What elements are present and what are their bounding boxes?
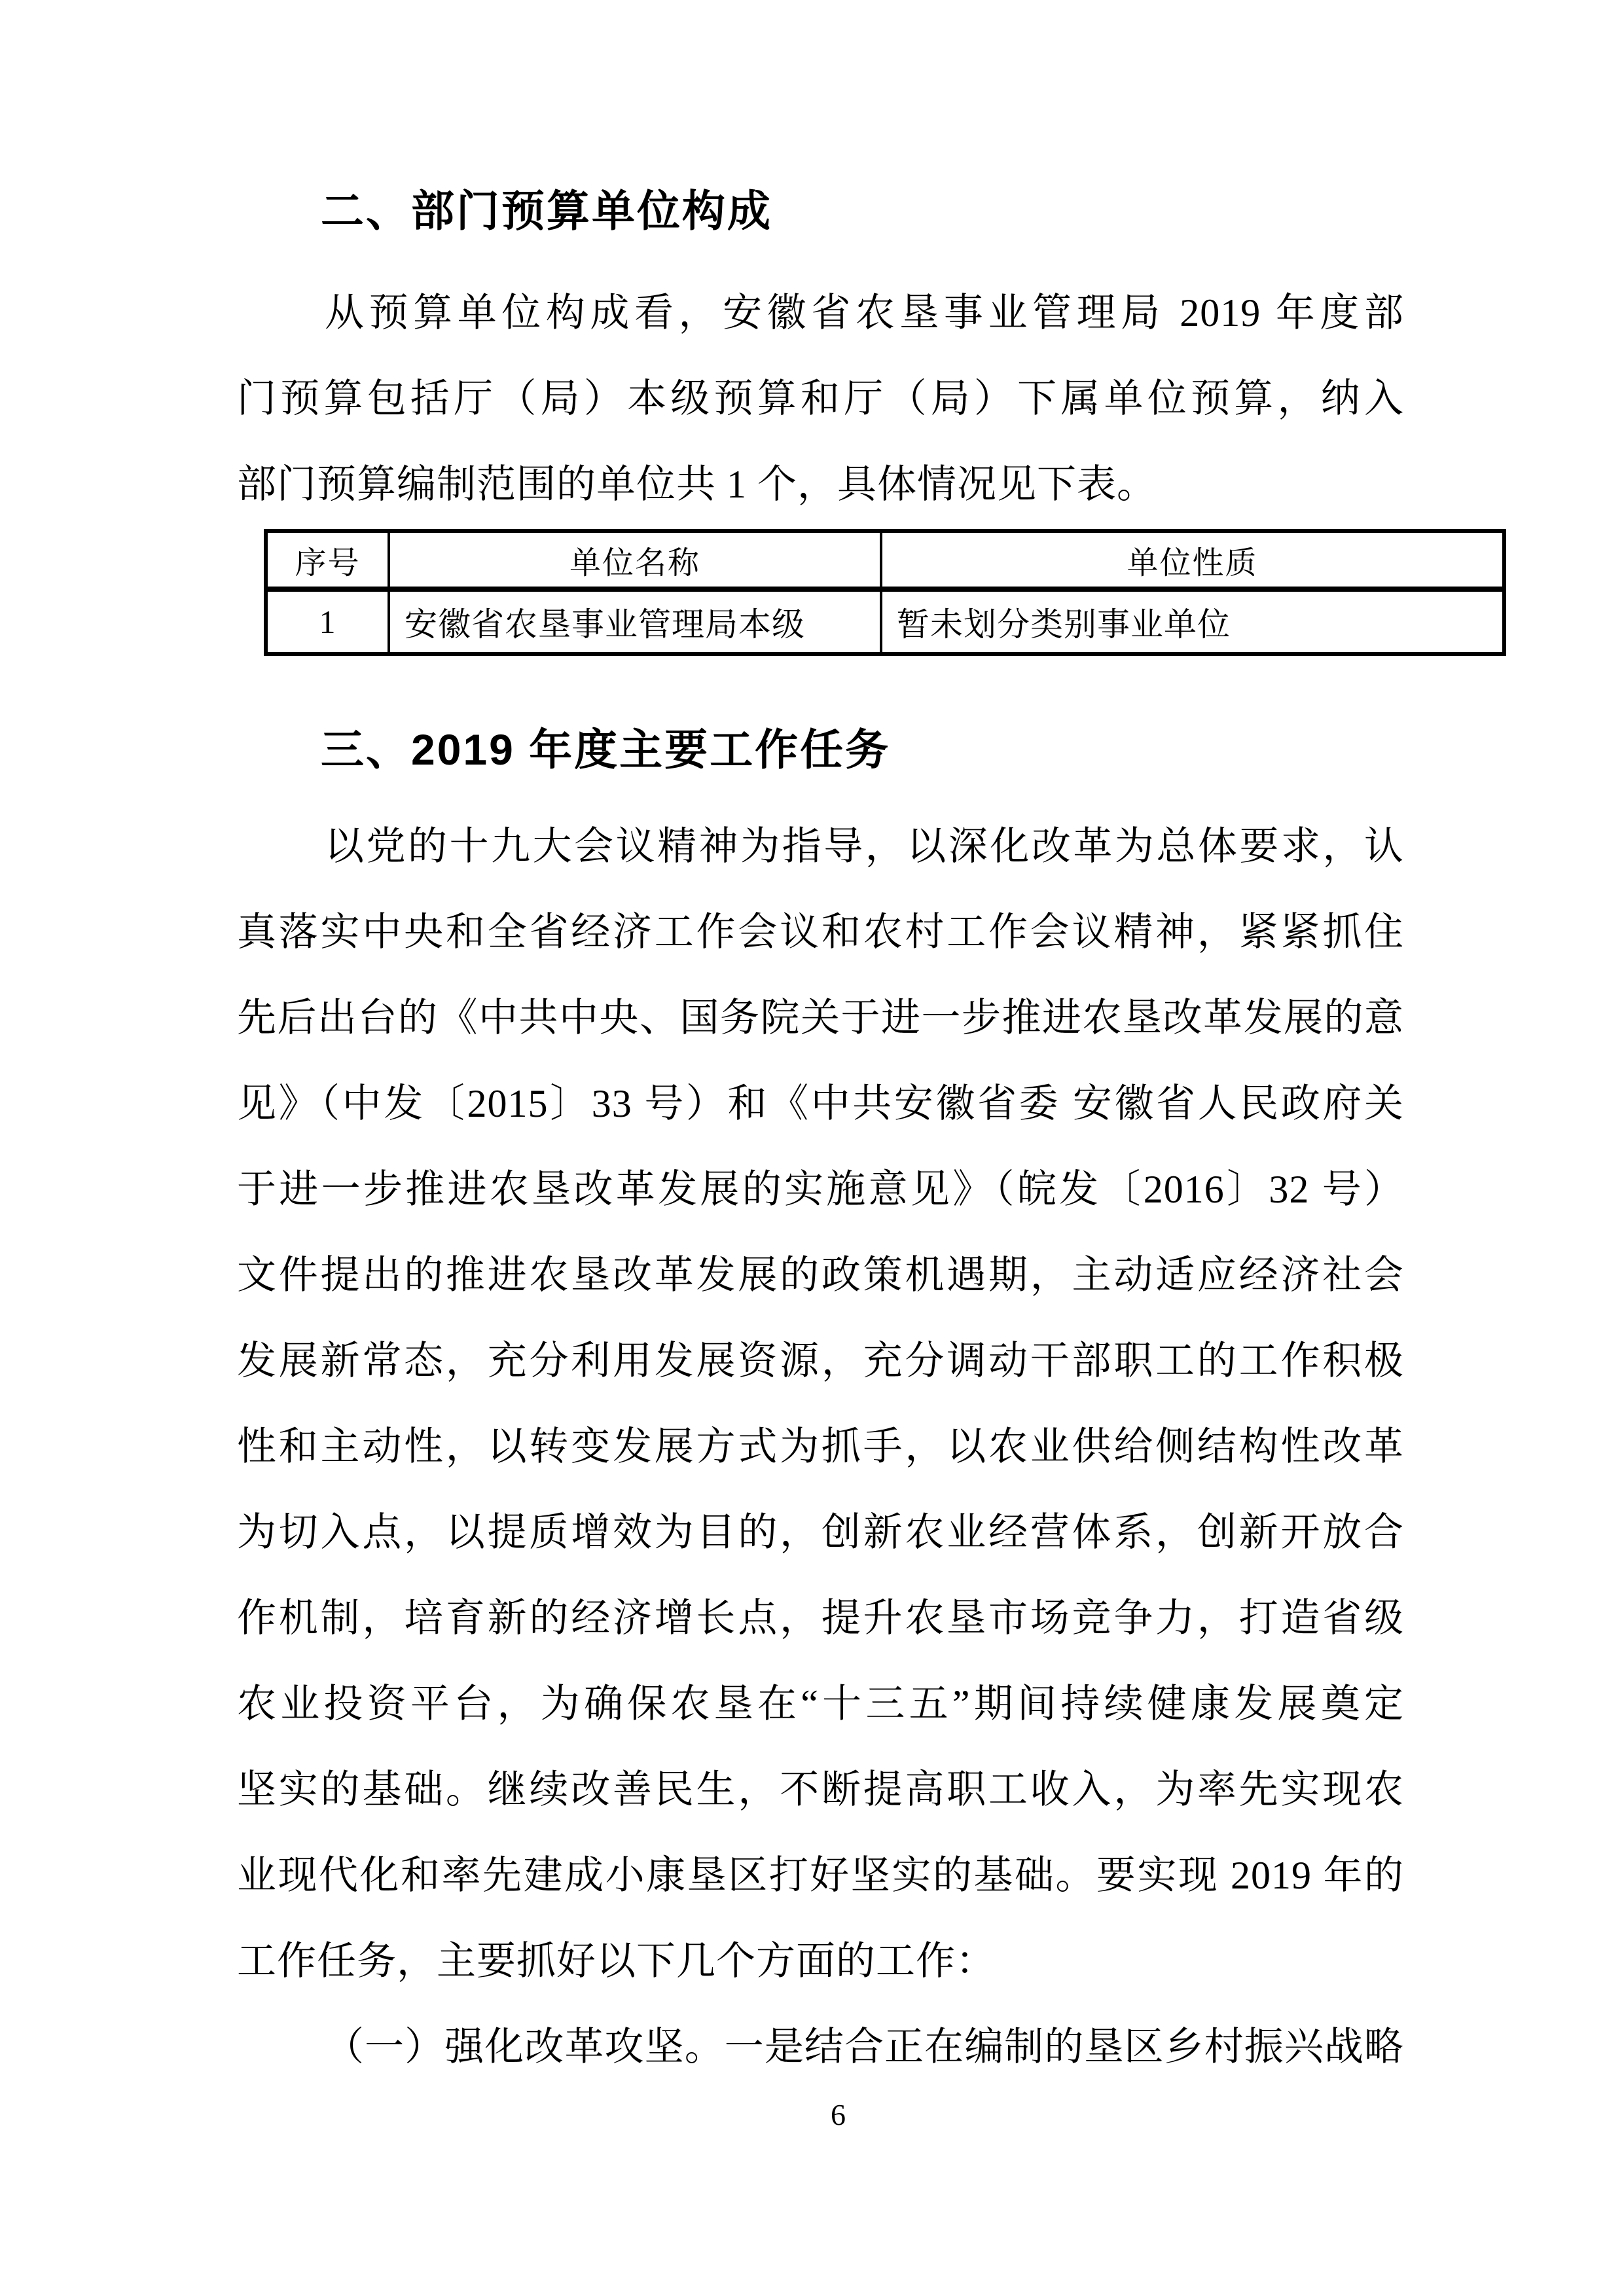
paragraph-line: （一）强化改革攻坚。一是结合正在编制的垦区乡村振兴战略	[325, 2025, 1404, 2069]
table-header-unit-type: 单位性质	[881, 531, 1504, 589]
paragraph-line: 真落实中央和全省经济工作会议和农村工作会议精神，紧紧抓住	[237, 911, 1404, 954]
table-header-unit-name: 单位名称	[389, 531, 881, 589]
section-3-heading: 三、2019 年度主要工作任务	[321, 725, 891, 774]
table-row	[266, 589, 1504, 654]
section-2-heading: 二、部门预算单位构成	[321, 187, 772, 235]
page-number: 6	[831, 2098, 846, 2131]
paragraph-line: 见》（中发〔2015〕33 号）和《中共安徽省委 安徽省人民政府关	[237, 1082, 1404, 1125]
table-cell-unit-name: 安徽省农垦事业管理局本级	[389, 589, 881, 654]
paragraph-line: 为切入点，以提质增效为目的，创新农业经营体系，创新开放合	[237, 1511, 1404, 1554]
paragraph-line: 坚实的基础。继续改善民生，不断提高职工收入，为率先实现农	[237, 1768, 1404, 1811]
paragraph-line: 发展新常态，充分利用发展资源，充分调动干部职工的工作积极	[237, 1339, 1404, 1382]
paragraph-line: 门预算包括厅（局）本级预算和厅（局）下属单位预算，纳入	[237, 377, 1404, 420]
paragraph-line: 先后出台的《中共中央、国务院关于进一步推进农垦改革发展的意	[237, 996, 1404, 1039]
paragraph-line: 于进一步推进农垦改革发展的实施意见》（皖发〔2016〕32 号）	[237, 1168, 1404, 1211]
table-cell-unit-type: 暂未划分类别事业单位	[881, 589, 1504, 654]
table-header-serial: 序号	[266, 531, 389, 589]
paragraph-line: 部门预算编制范围的单位共 1 个，具体情况见下表。	[237, 463, 1157, 506]
paragraph-line: 工作任务，主要抓好以下几个方面的工作：	[237, 1940, 996, 1983]
section-2-paragraph	[237, 270, 1404, 528]
paragraph-line: 农业投资平台，为确保农垦在“十三五”期间持续健康发展奠定	[237, 1682, 1404, 1726]
paragraph-line: 文件提出的推进农垦改革发展的政策机遇期，主动适应经济社会	[237, 1254, 1404, 1297]
section-3-subparagraph	[237, 2004, 1404, 2090]
paragraph-line: 以党的十九大会议精神为指导，以深化改革为总体要求，认	[325, 825, 1404, 868]
section-3-paragraph	[237, 804, 1404, 2004]
table-header-row	[266, 531, 1504, 589]
paragraph-line: 从预算单位构成看，安徽省农垦事业管理局 2019 年度部	[325, 291, 1404, 334]
paragraph-line: 性和主动性，以转变发展方式为抓手，以农业供给侧结构性改革	[237, 1425, 1404, 1468]
paragraph-line: 业现代化和率先建成小康垦区打好坚实的基础。要实现 2019 年的	[237, 1854, 1404, 1897]
paragraph-line: 作机制，培育新的经济增长点，提升农垦市场竞争力，打造省级	[237, 1597, 1404, 1640]
budget-units-table	[264, 529, 1506, 656]
table-cell-serial: 1	[266, 589, 389, 654]
